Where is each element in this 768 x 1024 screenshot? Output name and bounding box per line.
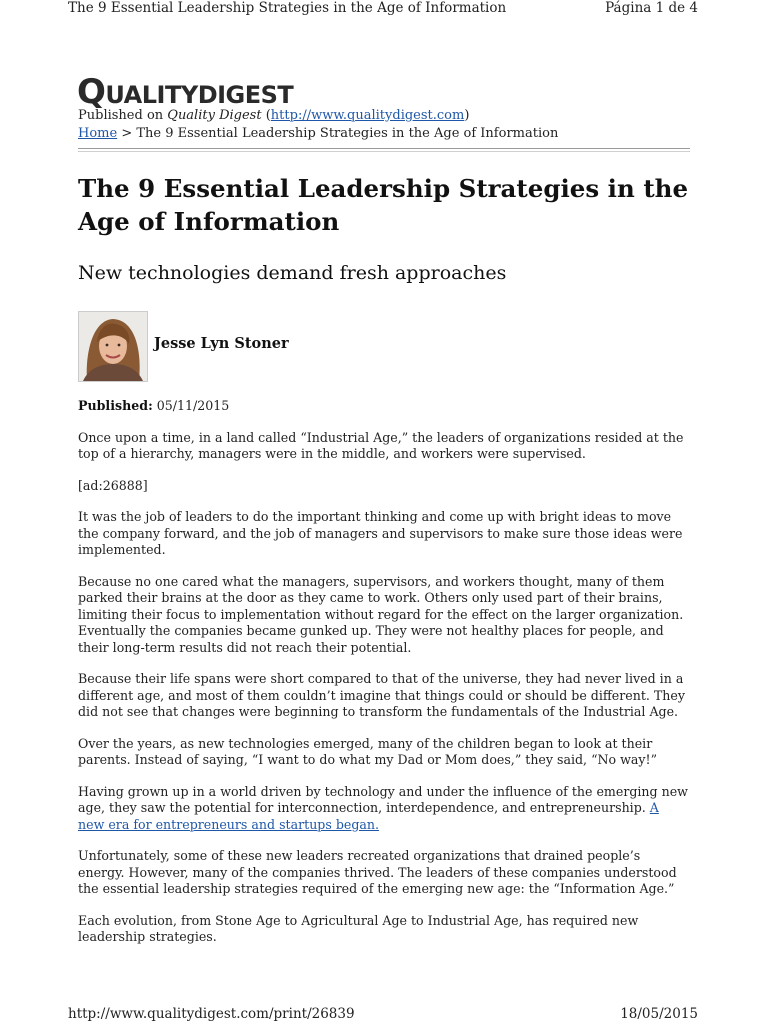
article-title: The 9 Essential Leadership Strategies in the Age of Information (78, 174, 689, 236)
author-name: Jesse Lyn Stoner (154, 335, 289, 352)
article-body (78, 398, 688, 961)
published-label: Published: (78, 398, 153, 413)
body-paragraph: Because no one cared what the managers, supervisors, and workers thought, many of them parked their brains at the door as they came to work. Others only used part of their brains, limiting their focus to implementation without regard for the effect on the larger organization. Eventually the companies became gunked up. They were not healthy places for people, and their long-term results did not reach their potential. (78, 573, 684, 655)
body-paragraph: Once upon a time, in a land called “Industrial Age,” the leaders of organizations resided at the top of a hierarchy, managers were in the middle, and workers were supervised. (78, 429, 684, 461)
body-paragraph: It was the job of leaders to do the important thinking and come up with bright ideas to move the company forward, and the job of managers and supervisors to make sure those ideas were implemented. (78, 509, 683, 557)
entrepreneurs-link[interactable]: A new era for entrepreneurs and startups began. (78, 800, 659, 832)
published-on-close-paren: ) (464, 108, 470, 123)
body-paragraph: Because their life spans were short compared to that of the universe, they had never lived in a different age, and most of them couldn’t imagine that things could or should be different. They did not see that changes were beginning to transform the fundamentals of the Industrial Age. (78, 671, 685, 719)
body-paragraph: Each evolution, from Stone Age to Agricultural Age to Industrial Age, has required new leadership strategies. (78, 912, 639, 944)
body-paragraph: Unfortunately, some of these new leaders recreated organizations that drained people’s energy. However, many of the companies thrived. The leaders of these companies understood the essential leadership strategies required of the emerging new age: the “Information Age.” (78, 848, 677, 896)
author-photo (78, 311, 148, 382)
ad-placeholder: [ad:26888] (78, 477, 148, 493)
logo-first-letter: Q (77, 72, 106, 112)
body-paragraph-with-link (78, 784, 688, 834)
published-on-prefix: Published on (78, 108, 168, 123)
published-date-line (78, 398, 688, 415)
site-url-link[interactable]: http://www.qualitydigest.com (270, 108, 465, 123)
body-paragraph: Over the years, as new technologies emerged, many of the children began to look at their parents. Instead of saying, “I want to do what my Dad or Mom does,” they said, “No way!” (78, 735, 658, 767)
print-page-number: Página 1 de 4 (605, 0, 698, 16)
print-footer-date: 18/05/2015 (620, 1006, 698, 1022)
print-header-title: The 9 Essential Leadership Strategies in the Age of Information (68, 0, 507, 16)
breadcrumb-home-link[interactable]: Home (78, 126, 118, 141)
print-header (68, 0, 698, 16)
quality-digest-logo[interactable] (77, 72, 293, 112)
published-on-site: Quality Digest (167, 108, 262, 123)
header-divider (78, 148, 690, 152)
breadcrumb-current: The 9 Essential Leadership Strategies in the Age of Information (136, 126, 559, 141)
body-paragraph-text: Having grown up in a world driven by technology and under the influence of the emerging new age, they saw the potential for interconnection, interdependence, and entrepreneurship. (78, 783, 688, 815)
breadcrumb (78, 126, 558, 141)
published-on-line (78, 108, 469, 123)
logo-rest: UALITYDIGEST (105, 81, 294, 109)
published-date: 05/11/2015 (152, 398, 230, 413)
breadcrumb-separator: > (117, 126, 137, 141)
print-footer-url: http://www.qualitydigest.com/print/26839 (68, 1006, 355, 1022)
published-on-open-paren: ( (261, 108, 271, 123)
print-footer (68, 1006, 698, 1022)
article-subtitle: New technologies demand fresh approaches (78, 262, 507, 284)
